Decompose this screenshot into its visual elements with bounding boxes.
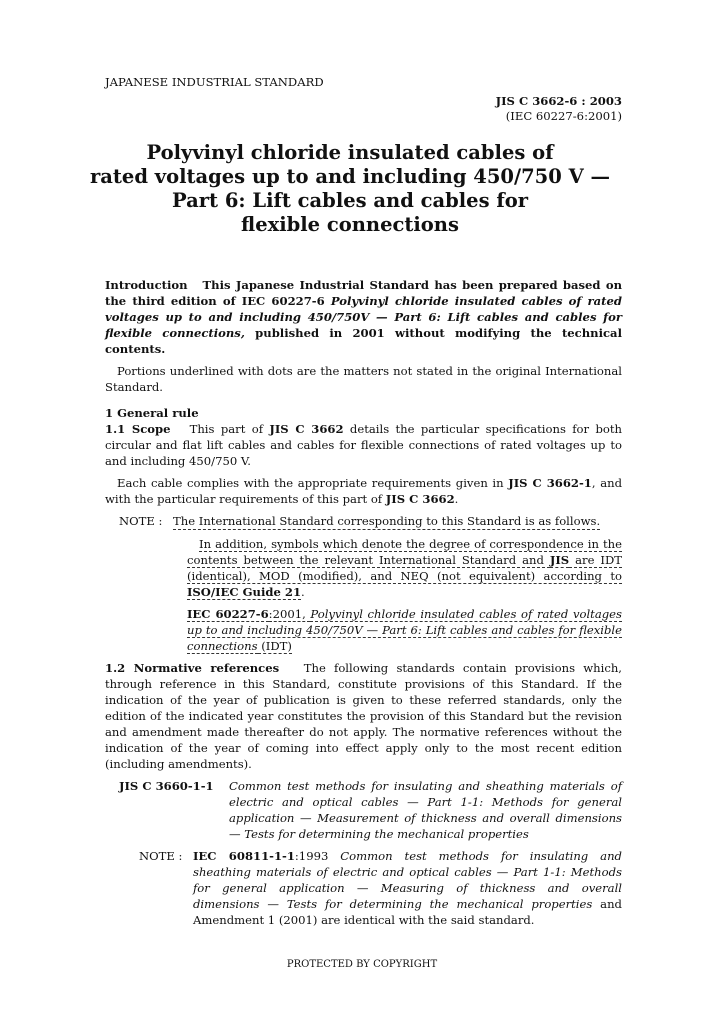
- intro-ref-title: Polyvinyl chloride insulated cables of rated voltages up to and including 450/750V — Part 6: Lift cables and cables for flexible connections,: [105, 294, 622, 340]
- scope-paragraph-2: [105, 475, 622, 507]
- title-line: Part 6: Lift cables and cables for: [171, 189, 529, 212]
- title-line: rated voltages up to and including 450/750 V —: [90, 165, 611, 188]
- document-title: [90, 141, 610, 237]
- ref-title: Polyvinyl chloride insulated cables of rated voltages up to and including 450/750V — Part 6: Lift cables and cables for flexible connections: [187, 607, 622, 653]
- ref: ISO/IEC Guide 21: [187, 585, 302, 599]
- ref: IEC 60227-6: [187, 607, 269, 621]
- intro-paragraph: [105, 277, 622, 357]
- ref: JIS C 3662: [269, 422, 344, 436]
- text: The following standards contain provisions which, through reference in this Standard, constitute provisions of this Standard. If the indication of the year of publication is given to these referred standards, only the edition of the indicated year constitutes the provision of this Standard but the revision and amendment made thereafter do not apply. The normative references without the indication of the year of coming into effect apply only to the most recent edition (including amendments).: [105, 661, 622, 771]
- section-heading: 1 General rule: [105, 406, 199, 420]
- iec-code: (IEC 60227-6:2001): [505, 109, 622, 123]
- scope-heading: 1.1 Scope: [105, 422, 171, 436]
- copyright-footer: PROTECTED BY COPYRIGHT: [286, 959, 438, 970]
- ref: JIS C 3662-1: [508, 476, 592, 490]
- intro-heading: Introduction: [105, 278, 188, 292]
- note-text: [193, 848, 622, 928]
- intro-text: published in 2001 without modifying the technical contents.: [105, 326, 622, 356]
- note-reference: [187, 606, 622, 654]
- scope-paragraph: [105, 421, 622, 469]
- normative-references: [105, 660, 622, 928]
- standard-series: JAPANESE INDUSTRIAL STANDARD: [105, 75, 324, 89]
- ref-title: Common test methods for insulating and sheathing materials of electric and optical cables — Part 1-1: Methods for general application — Measuring of thickness and overall dimensions — Tests for determining the mechanical properties: [193, 849, 622, 911]
- note-body: [187, 536, 622, 654]
- scope-section: [105, 421, 622, 654]
- scope-note: [119, 513, 622, 530]
- text: (IDT): [257, 639, 292, 653]
- note-paragraph: [187, 536, 622, 600]
- standard-code: JIS C 3662-6 : 2003: [495, 94, 622, 108]
- ref: IEC 60811-1-1: [193, 849, 295, 863]
- intro-text: This Japanese Industrial Standard has been prepared based on the third edition of: [105, 278, 623, 308]
- reference-code: JIS C 3660-1-1: [119, 779, 214, 793]
- text: .: [454, 492, 459, 506]
- references-paragraph: [105, 660, 622, 772]
- intro-note: Portions underlined with dots are the matters not stated in the original International Standard.: [105, 364, 622, 394]
- intro-ref: IEC 60227-6: [241, 294, 325, 308]
- text: Each cable complies with the appropriate requirements given in: [117, 476, 509, 490]
- note-label: NOTE :: [119, 514, 163, 528]
- text: In addition, symbols which denote the degree of correspondence in the contents between the relevant International Standard and: [187, 537, 622, 567]
- ref: JIS C 3662: [385, 492, 455, 506]
- text: :1993: [294, 849, 341, 863]
- text: and Amendment 1 (2001) are identical with the said standard.: [193, 897, 622, 927]
- reference-item: [119, 778, 622, 842]
- text: , and with the particular requirements of this part of: [105, 476, 622, 506]
- reference-title: Common test methods for insulating and sheathing materials of electric and optical cables — Part 1-1: Methods for general application — Measurement of thickness and overall dimensions — Tests for determining the mechanical properties: [229, 779, 622, 841]
- text: This part of: [189, 422, 270, 436]
- title-line: Polyvinyl chloride insulated cables of: [146, 141, 554, 164]
- title-line: flexible connections: [241, 213, 459, 236]
- text: .: [301, 585, 305, 599]
- note-label: NOTE :: [139, 849, 183, 863]
- text: details the particular specifications for both circular and flat lift cables and cables for flexible connections of rated voltages up to and including 450/750 V.: [105, 422, 622, 468]
- reference-note: [139, 848, 622, 928]
- text: are IDT (identical), MOD (modified), and NEQ (not equivalent) according to: [187, 553, 622, 583]
- ref: JIS: [549, 553, 570, 567]
- introduction: [105, 277, 622, 421]
- note-text: The International Standard corresponding to this Standard is as follows.: [173, 514, 601, 528]
- references-heading: 1.2 Normative references: [105, 661, 280, 675]
- text: :2001,: [268, 607, 311, 621]
